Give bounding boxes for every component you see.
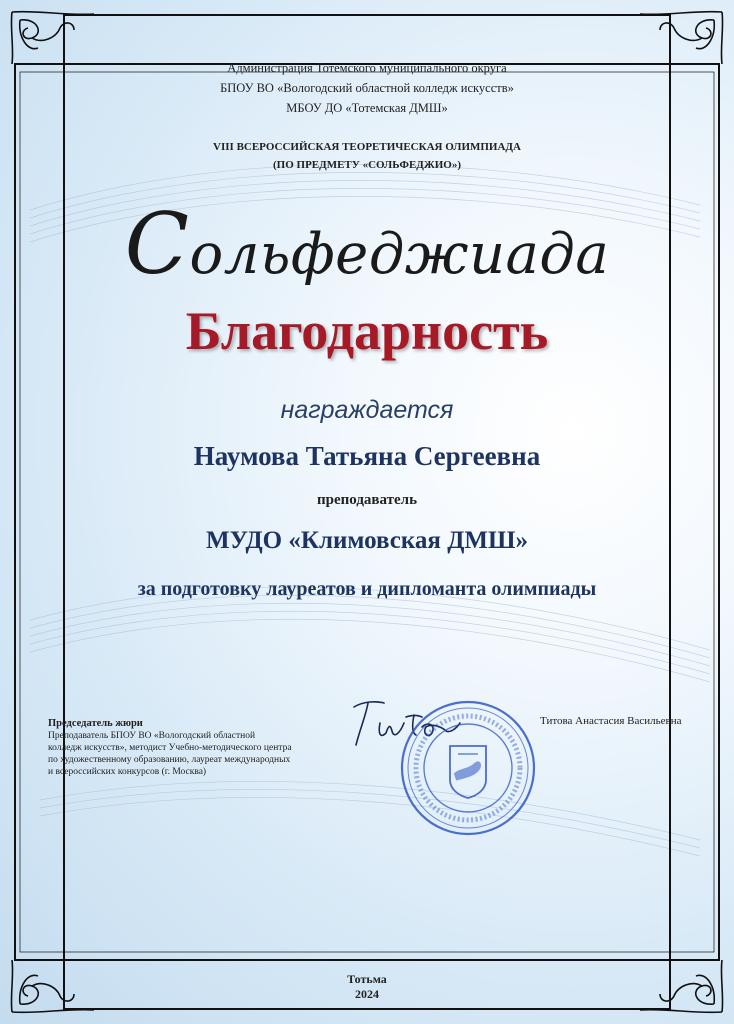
- certificate-title: Благодарность: [185, 301, 549, 361]
- footer: [0, 972, 734, 1002]
- brand-title: [0, 195, 734, 293]
- footer-year: 2024: [355, 987, 379, 1001]
- jury-info: [48, 718, 318, 778]
- org-line-1: Администрация Тотемского муниципального округа: [227, 61, 507, 75]
- jury-desc-3: по художественному образованию, лауреат международных: [48, 755, 291, 765]
- recipient-name: Наумова Татьяна Сергеевна: [193, 441, 541, 471]
- recipient-school: МУДО «Климовская ДМШ»: [206, 527, 528, 554]
- jury-desc-4: и всероссийских конкурсов (г. Москва): [48, 767, 207, 777]
- brand-first-letter: С: [124, 195, 190, 293]
- brand-rest: ольфеджиада: [189, 222, 610, 287]
- corner-ornament-top-left: [8, 8, 98, 68]
- org-line-3: МБОУ ДО «Тотемская ДМШ»: [286, 101, 448, 115]
- jury-signer-name: Титова Анастасия Васильевна: [540, 715, 682, 727]
- jury-title: Председатель жюри: [48, 718, 143, 729]
- jury-desc-1: Преподаватель БПОУ ВО «Вологодский областной: [48, 731, 256, 741]
- corner-ornament-top-right: [636, 8, 726, 68]
- awarded-label: награждается: [280, 396, 454, 424]
- olympiad-line-1: VIII ВСЕРОССИЙСКАЯ ТЕОРЕТИЧЕСКАЯ ОЛИМПИАДА: [213, 141, 521, 153]
- official-seal: [398, 698, 538, 838]
- jury-desc-2: колледж искусств», методист Учебно-методического центра: [48, 743, 292, 753]
- award-reason: за подготовку лауреатов и дипломанта олимпиады: [137, 578, 597, 600]
- olympiad-line-2: (ПО ПРЕДМЕТУ «СОЛЬФЕДЖИО»): [272, 159, 461, 171]
- recipient-role: преподаватель: [316, 492, 418, 508]
- org-line-2: БПОУ ВО «Вологодский областной колледж искусств»: [220, 81, 514, 95]
- footer-city: Тотьма: [347, 972, 387, 986]
